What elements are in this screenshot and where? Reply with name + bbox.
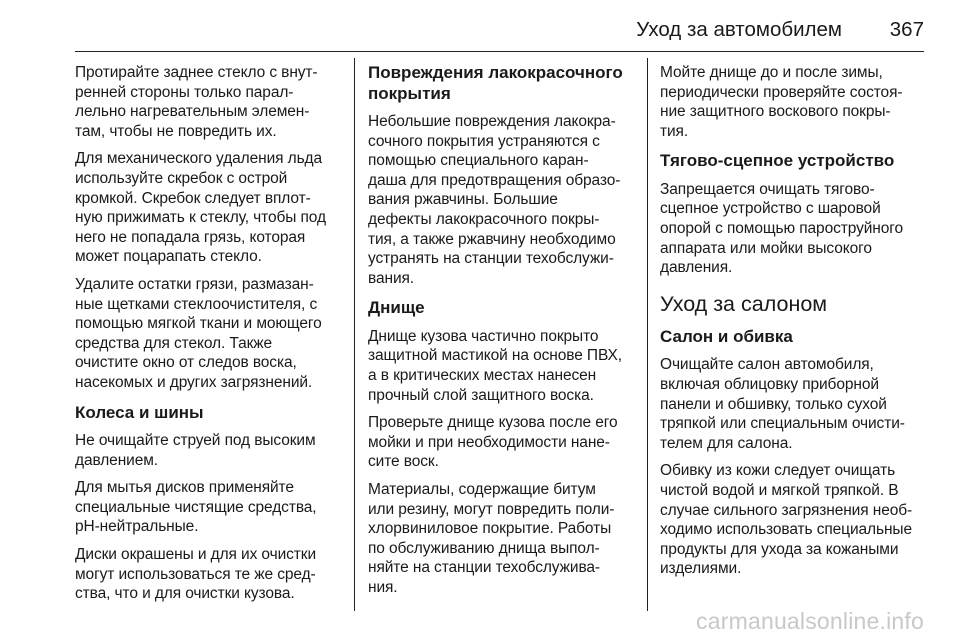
paragraph: Для механического удаления льда используйте скребок с острой кромкой. Скребок следует вплот- ную прижимать к стеклу, чтобы под него не попадала грязь, которая может поцарапать стекло. <box>75 150 326 266</box>
paragraph: Небольшие повреждения лакокра- сочного покрытия устраняются с помощью специального каран- даша для предотвращения образо- вания ржавчины. Большие дефекты лакокрасочного покры- тия, а также ржавчину необходимо устранять на станции техобслужи- вания. <box>368 113 621 287</box>
paragraph: Обивку из кожи следует очищать чистой водой и мягкой тряпкой. В случае сильного загрязнения необ- ходимо использовать специальные продукты для ухода за кожаными изделиями. <box>660 462 913 578</box>
paragraph: Диски окрашены и для их очистки могут использоваться те же сред- ства, что и для очистки кузова. <box>75 545 317 603</box>
column-2 <box>368 63 638 606</box>
page-header <box>0 0 960 52</box>
page-number: 367 <box>889 18 924 41</box>
paragraph: Запрещается очищать тягово- сцепное устройство с шаровой опорой с помощью пароструйного аппарата или мойки высокого давления. <box>660 180 904 277</box>
paragraph: Не очищайте струей под высоким давлением. <box>75 432 316 469</box>
paragraph: Днище кузова частично покрыто защитной мастикой на основе ПВХ, а в критических местах нанесен прочный слой защитного воска. <box>368 327 622 404</box>
column-1 <box>75 63 345 612</box>
column-divider-1 <box>354 58 355 611</box>
heading-interior-care: Уход за салоном <box>660 291 828 316</box>
paragraph: Для мытья дисков применяйте специальные чистящие средства, рН-нейтральные. <box>75 479 317 536</box>
section-title: Уход за автомобилем <box>636 18 842 41</box>
paragraph: Мойте днище до и после зимы, периодически проверяйте состоя- ние защитного воскового покры- тия. <box>660 64 903 140</box>
heading-interior-upholstery: Салон и обивка <box>660 326 793 346</box>
heading-towbar: Тягово-сцепное устройство <box>660 151 895 171</box>
column-divider-2 <box>647 58 648 611</box>
paragraph: Протирайте заднее стекло с внут- ренней стороны только парал- лельно нагревательным элемен- там, чтобы не повредить их. <box>75 64 318 140</box>
heading-underbody: Днище <box>368 298 425 318</box>
header-divider <box>75 51 924 52</box>
heading-wheels-tires: Колеса и шины <box>75 402 204 422</box>
paragraph: Удалите остатки грязи, размазан- ные щетками стеклоочистителя, с помощью мягкой ткани и моющего средства для стекол. Также очистите окно от следов воска, насекомых и других загрязнений. <box>75 275 322 391</box>
paragraph: Очищайте салон автомобиля, включая облицовку приборной панели и обшивку, только сухой тряпкой или специальным очисти- телем для салона. <box>660 356 905 452</box>
column-3 <box>660 63 930 587</box>
watermark: carmanualsonline.info <box>696 608 924 634</box>
paragraph: Проверьте днище кузова после его мойки и при необходимости нане- сите воск. <box>368 414 618 471</box>
heading-paint-damage: Повреждения лакокрасочного покрытия <box>368 63 623 103</box>
paragraph: Материалы, содержащие битум или резину, могут повредить поли- хлорвиниловое покрытие. Работы по обслуживанию днища выпол- няйте на станции техобслужива- ния. <box>368 481 615 596</box>
